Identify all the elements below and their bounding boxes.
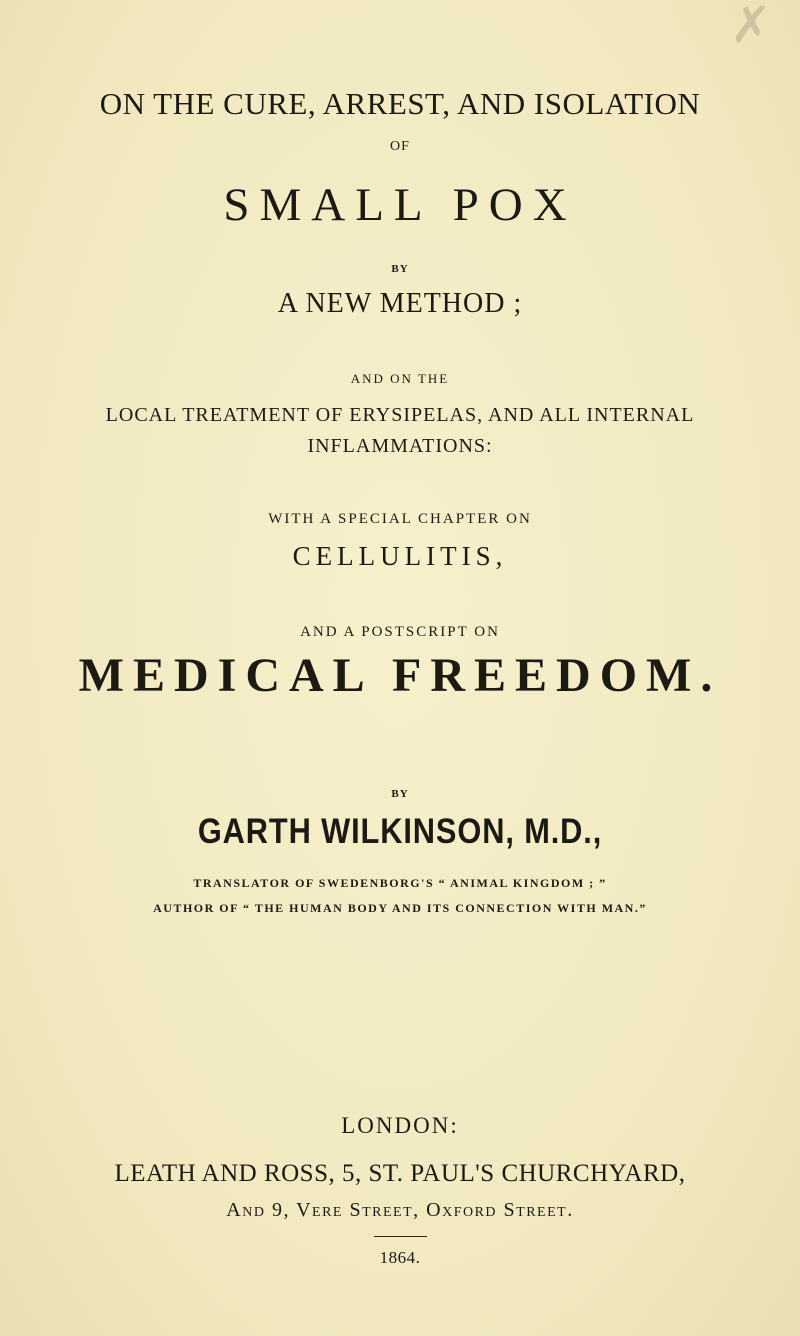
subtitle-local-treatment: LOCAL TREATMENT OF ERYSIPELAS, AND ALL INTERNAL (105, 404, 695, 426)
author-credential-translator: TRANSLATOR OF SWEDENBORG'S “ ANIMAL KINGDOM ; ” (193, 876, 607, 890)
corner-mark-icon: ✗ (730, 0, 772, 53)
main-title: SMALL POX (223, 179, 577, 231)
and-on-the-label: AND ON THE (350, 371, 450, 386)
title-of: OF (390, 139, 410, 154)
subtitle-cellulitis: CELLULITIS, (292, 541, 508, 571)
by-label-2: BY (391, 788, 409, 800)
imprint-year: 1864. (379, 1248, 421, 1267)
imprint-divider (374, 1236, 427, 1237)
subtitle-medical-freedom: MEDICAL FREEDOM. (78, 649, 722, 702)
subtitle-method: A NEW METHOD ; (277, 288, 523, 319)
imprint-city: LONDON: (341, 1113, 459, 1138)
imprint-publisher: LEATH AND ROSS, 5, ST. PAUL'S CHURCHYARD, (114, 1160, 686, 1187)
special-chapter-label: WITH A SPECIAL CHAPTER ON (268, 511, 532, 527)
author-name: GARTH WILKINSON, M.D., (197, 812, 603, 851)
author-credential-author-of: AUTHOR OF “ THE HUMAN BODY AND ITS CONNECTION WITH MAN.” (153, 901, 647, 915)
by-label-1: BY (391, 263, 409, 275)
postscript-label: AND A POSTSCRIPT ON (300, 624, 500, 640)
title-line-1: ON THE CURE, ARREST, AND ISOLATION (99, 86, 701, 121)
imprint-address: And 9, Vere Street, Oxford Street. (226, 1199, 574, 1221)
subtitle-inflammations: INFLAMMATIONS: (307, 435, 493, 457)
